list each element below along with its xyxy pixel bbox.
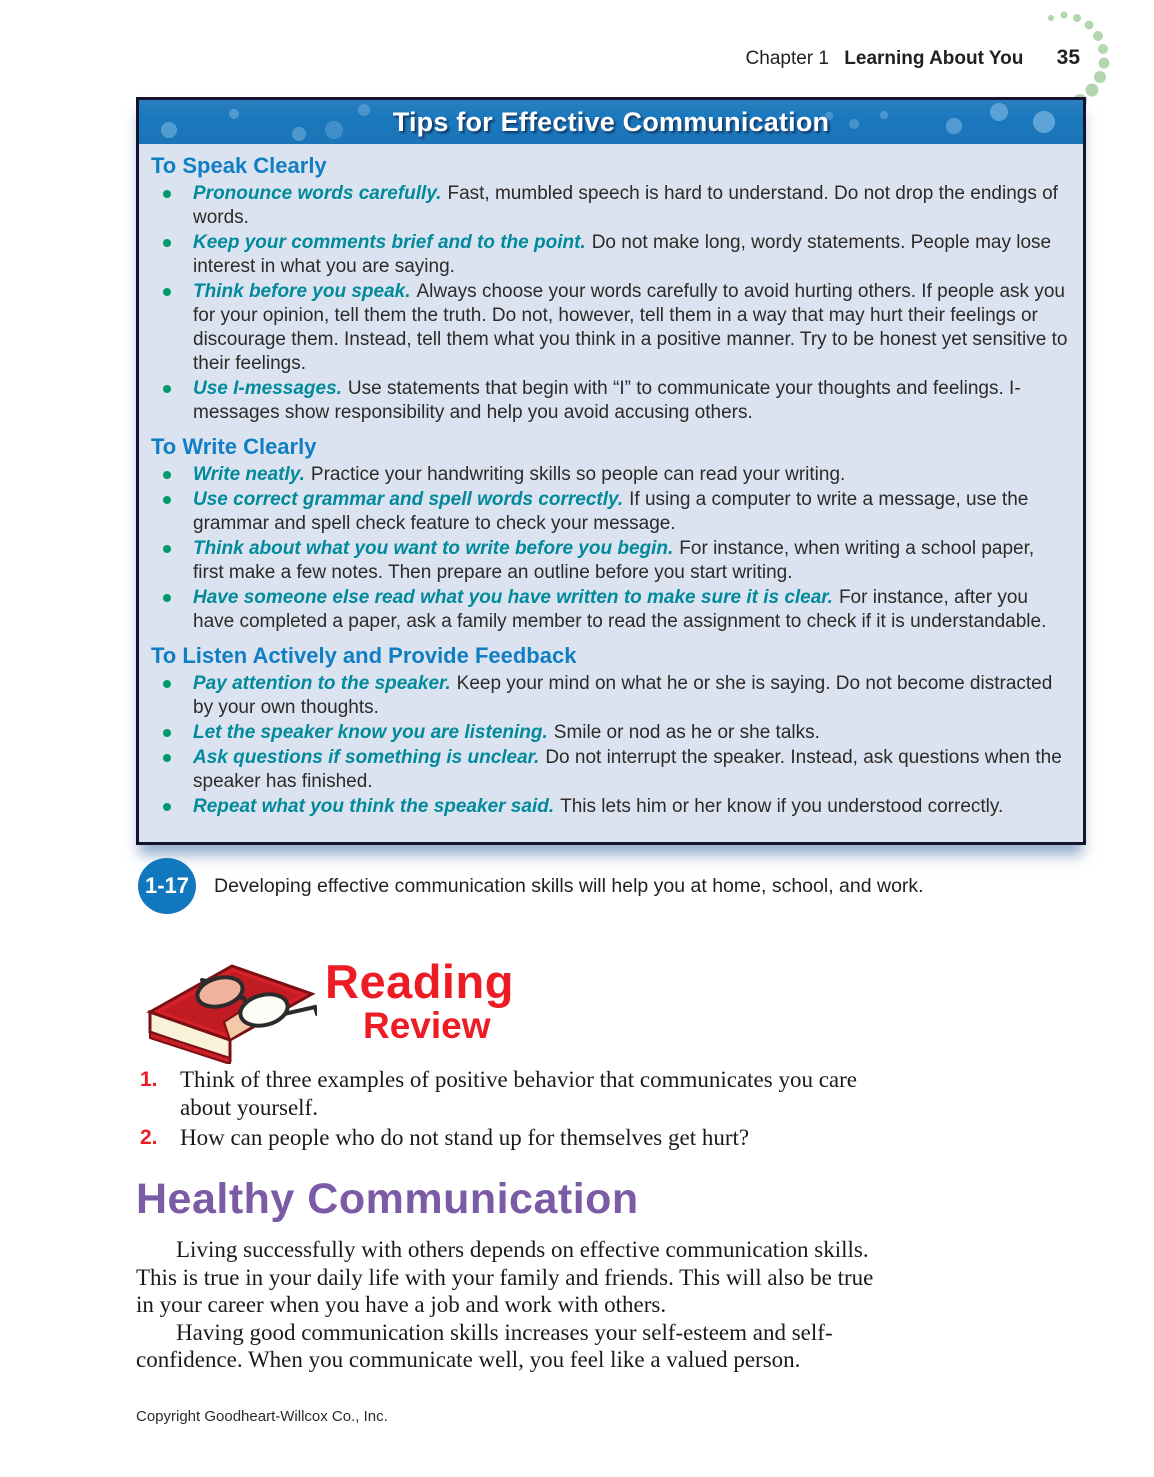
question-text: Think of three examples of positive behavior that communicates you care about yourself. [180,1067,857,1120]
bullet-icon [163,288,171,296]
tip-lead: Pronounce words carefully. [193,183,442,204]
question-text: How can people who do not stand up for themselves get hurt? [180,1125,750,1150]
tip-body: Practice your handwriting skills so people can read your writing. [310,464,846,485]
tip-item [151,721,1069,745]
tips-box [136,97,1086,845]
copyright-text: Copyright Goodheart-Willcox Co., Inc. [136,1408,388,1425]
tip-lead: Pay attention to the speaker. [193,673,451,694]
bullet-icon [163,545,171,553]
tip-item [151,377,1069,425]
tip-body: Do not make long, wordy statements. People may lose interest in what you are saying. [193,232,1052,277]
tip-lead: Think before you speak. [193,281,411,302]
tip-lead: Repeat what you think the speaker said. [193,796,555,817]
reading-review-title-line1: Reading [325,955,514,1008]
bullet-icon [163,496,171,504]
tip-body: Keep your mind on what he or she is saying. Do not become distracted by your own thoughts. [193,673,1053,718]
tips-section-heading-write: To Write Clearly [151,434,317,459]
bullet-icon [163,594,171,602]
figure-number-badge: 1-17 [138,858,196,914]
tip-lead: Let the speaker know you are listening. [193,722,548,743]
body-paragraph: Having good communication skills increases your self-esteem and self-confidence. When you communicate well, you feel like a valued person. [136,1319,833,1372]
tip-lead: Think about what you want to write before you begin. [193,538,674,559]
tips-box-header [139,100,1083,144]
body-text [136,1236,884,1374]
bullet-icon [163,754,171,762]
reading-review-title [325,955,514,1046]
book-glasses-icon [132,952,317,1064]
tip-lead: Keep your comments brief and to the point. [193,232,586,253]
reading-review-header [132,952,514,1064]
bullet-icon [163,680,171,688]
tip-body: Fast, mumbled speech is hard to understand. Do not drop the endings of words. [193,183,1058,228]
tip-item [151,672,1069,720]
bullet-icon [163,239,171,247]
question-number: 2. [140,1126,158,1149]
tip-body: For instance, after you have completed a paper, ask a family member to read the assignment to check if it is understandable. [193,587,1047,632]
tip-body: Use statements that begin with “I” to communicate your thoughts and feelings. I-messages show responsibility and help you avoid accusing others. [193,378,1021,423]
bullet-icon [163,803,171,811]
tips-box-body [139,144,1083,826]
tip-body: Do not interrupt the speaker. Instead, ask questions when the speaker has finished. [193,747,1062,792]
bullet-icon [163,385,171,393]
tips-list-speak [151,182,1069,425]
tip-item [151,182,1069,230]
tips-list-write [151,463,1069,634]
tip-body: Smile or nod as he or she talks. [553,722,820,743]
tips-section-heading-listen: To Listen Actively and Provide Feedback [151,643,577,668]
figure-caption-text: Developing effective communication skills will help you at home, school, and work. [214,874,924,897]
bullet-icon [163,471,171,479]
section-heading-healthy-communication: Healthy Communication [136,1175,639,1223]
tip-item [151,537,1069,585]
body-paragraph: Living successfully with others depends on effective communication skills. This is true in your daily life with your family and friends. This will also be true in your career when you have a job and work with others. [136,1237,874,1317]
tip-item [151,463,1069,487]
review-question [140,1124,910,1152]
tip-lead: Use I-messages. [193,378,342,399]
bullet-icon [163,729,171,737]
tip-body: Always choose your words carefully to avoid hurting others. If people ask you for your opinion, tell them the truth. Do not, however, tell them in a way that may hurt their feelings or discourage them. Instead, tell them what you think in a positive manner. Try to be honest yet sensitive to their feelings. [193,281,1068,374]
tip-body: For instance, when writing a school paper, first make a few notes. Then prepare an outline before you start writing. [193,538,1035,583]
tips-section-heading-speak: To Speak Clearly [151,153,327,178]
page-footer [136,1408,388,1425]
review-question [140,1066,910,1122]
tip-item [151,586,1069,634]
tip-lead: Write neatly. [193,464,305,485]
tip-item [151,795,1069,819]
tip-item [151,746,1069,794]
tip-lead: Ask questions if something is unclear. [193,747,540,768]
tip-item [151,280,1069,376]
bullet-icon [163,190,171,198]
figure-caption [138,858,1088,914]
tip-body: This lets him or her know if you understood correctly. [560,796,1004,817]
tip-body: If using a computer to write a message, use the grammar and spell check feature to check your message. [193,489,1029,534]
question-number: 1. [140,1068,158,1091]
tip-lead: Use correct grammar and spell words correctly. [193,489,624,510]
reading-review-questions [140,1066,910,1154]
reading-review-title-line2: Review [363,1005,491,1046]
chapter-label: Chapter 1 [745,48,829,69]
page-number: 35 [1056,46,1080,69]
tip-lead: Have someone else read what you have written to make sure it is clear. [193,587,833,608]
tip-item [151,231,1069,279]
tips-box-title: Tips for Effective Communication [392,107,830,137]
tips-list-listen [151,672,1069,819]
tip-item [151,488,1069,536]
chapter-title: Learning About You [844,48,1024,69]
